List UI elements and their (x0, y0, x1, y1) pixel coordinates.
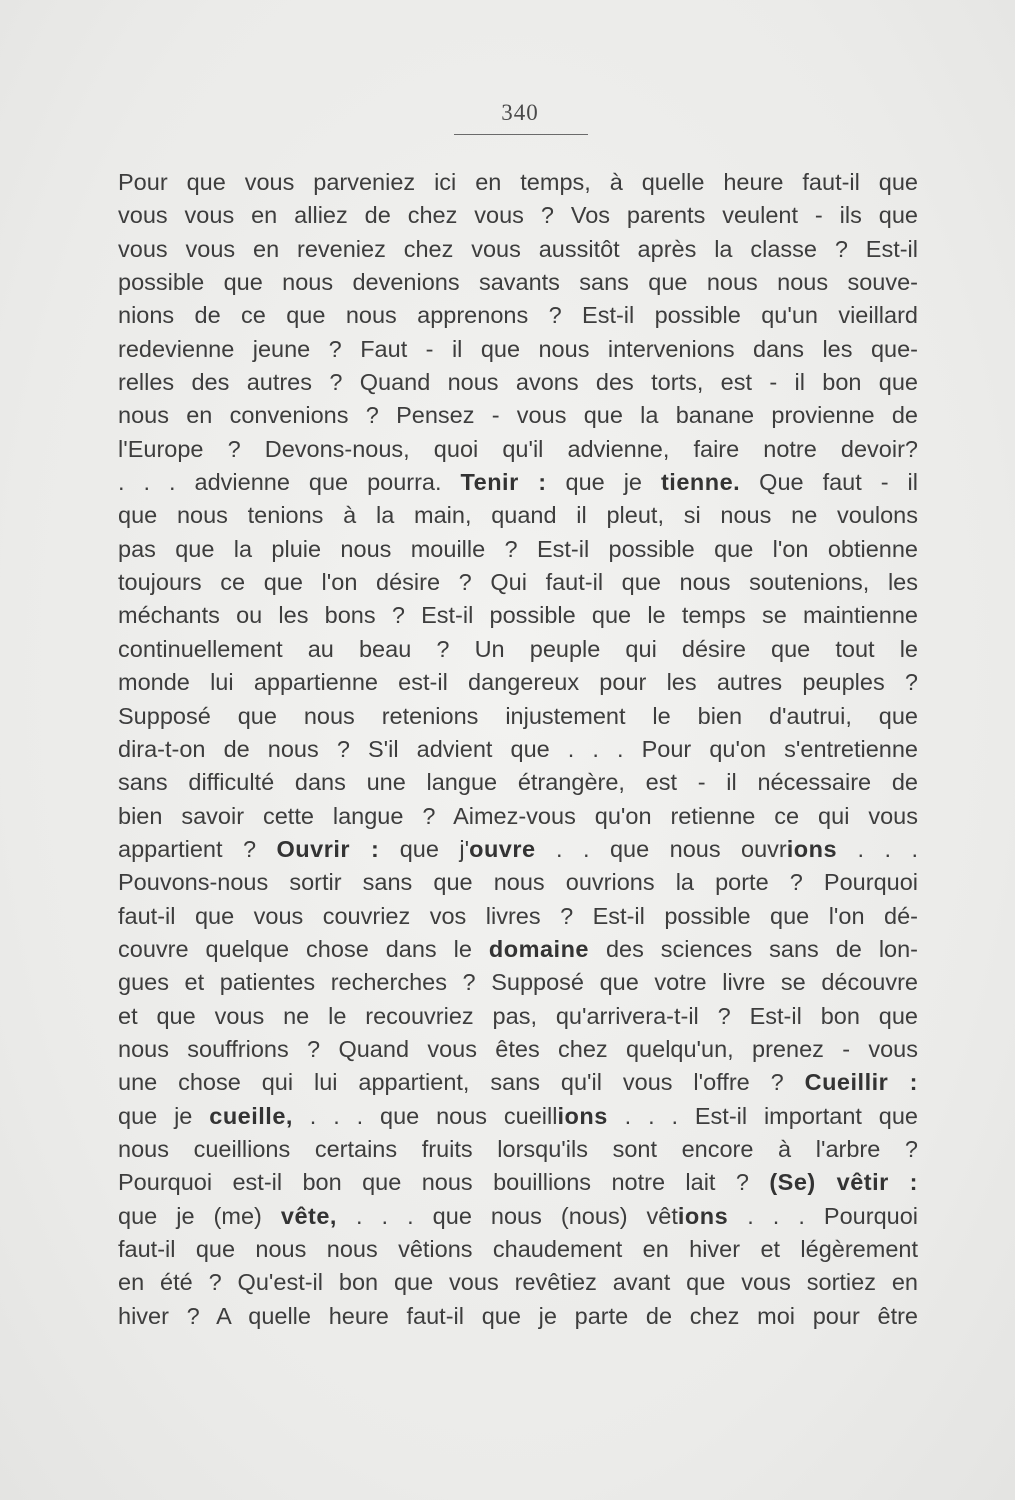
text-line (118, 1166, 918, 1199)
text-line (118, 333, 918, 366)
text-line (118, 533, 918, 566)
text-line (118, 1200, 918, 1233)
text-segment: Pourquoi est-il bon que nous bouillions notre lait ? (118, 1169, 770, 1196)
text-line (118, 466, 918, 499)
text-segment: appartient ? (118, 835, 277, 862)
text-segment: nous souffrions ? Quand vous êtes chez quelqu'un, prenez - vous (118, 1035, 918, 1062)
bold-term: ions (557, 1102, 608, 1129)
text-segment: relles des autres ? Quand nous avons des torts, est - il bon que (118, 369, 918, 396)
text-segment: Que faut - il (740, 469, 918, 496)
text-segment: une chose qui lui appartient, sans qu'il vous l'offre ? (118, 1069, 805, 1096)
text-segment: sans difficulté dans une langue étrangère, est - il nécessaire de (118, 769, 918, 796)
text-segment: Pour que vous parveniez ici en temps, à quelle heure faut-il que (118, 169, 918, 195)
text-line (118, 1100, 918, 1133)
text-line (118, 233, 918, 266)
text-segment: faut-il que nous nous vêtions chaudement en hiver et légèrement (118, 1236, 918, 1262)
text-segment: que je (546, 469, 661, 496)
text-line (118, 1266, 918, 1299)
text-line (118, 1033, 918, 1066)
text-segment: toujours ce que l'on désire ? Qui faut-il que nous soutenions, les (118, 569, 918, 596)
text-segment: que j' (379, 835, 470, 862)
bold-term: ions (786, 835, 838, 862)
text-segment: que je (me) (118, 1202, 281, 1229)
text-segment: . . . Est-il important que (607, 1102, 919, 1129)
text-line (118, 800, 918, 833)
bold-term: Ouvrir : (276, 835, 380, 862)
text-segment: nous en convenions ? Pensez - vous que la banane provienne de (118, 402, 918, 429)
text-segment: nions de ce que nous apprenons ? Est-il possible qu'un vieillard (118, 302, 918, 329)
text-segment: des sciences sans de lon- (589, 935, 918, 962)
text-segment: que nous tenions à la main, quand il pleut, si nous ne voulons (118, 502, 918, 529)
text-line (118, 499, 918, 532)
text-line (118, 666, 918, 699)
text-line (118, 566, 918, 599)
text-line (118, 900, 918, 933)
text-line (118, 266, 918, 299)
text-line (118, 433, 918, 466)
text-segment: vous vous en reveniez chez vous aussitôt après la classe ? Est-il (118, 235, 918, 262)
text-segment: hiver ? A quelle heure faut-il que je parte de chez moi pour être (118, 1302, 918, 1329)
text-segment: méchants ou les bons ? Est-il possible que le temps se maintienne (118, 602, 918, 629)
text-line (118, 399, 918, 432)
bold-term: Cueillir : (804, 1069, 918, 1096)
text-line (118, 1066, 918, 1099)
text-segment: vous vous en alliez de chez vous ? Vos parents veulent - ils que (118, 202, 918, 229)
text-segment: . . . (837, 835, 918, 862)
bold-term: vête, (280, 1202, 337, 1229)
body-text (118, 166, 918, 1333)
text-line (118, 199, 918, 232)
text-segment: Pouvons-nous sortir sans que nous ouvrions la porte ? Pourquoi (118, 869, 918, 896)
text-line (118, 833, 918, 866)
text-segment: monde lui appartienne est-il dangereux pour les autres peuples ? (118, 669, 918, 696)
text-segment: gues et patientes recherches ? Supposé que votre livre se découvre (118, 969, 918, 996)
bold-term: ouvre (469, 835, 536, 862)
text-segment: pas que la pluie nous mouille ? Est-il possible que l'on obtienne (118, 535, 918, 562)
text-line (118, 299, 918, 332)
text-segment: . . . Pourquoi (728, 1202, 918, 1229)
text-line (118, 366, 918, 399)
bold-term: domaine (488, 935, 589, 962)
text-segment: Supposé que nous retenions injustement le bien d'autrui, que (118, 702, 918, 729)
text-segment: et que vous ne le recouvriez pas, qu'arrivera-t-il ? Est-il bon que (118, 1002, 918, 1029)
text-line (118, 700, 918, 733)
text-segment: continuellement au beau ? Un peuple qui désire que tout le (118, 635, 918, 662)
text-segment: l'Europe ? Devons-nous, quoi qu'il advienne, faire notre devoir? (118, 435, 918, 462)
text-segment: en été ? Qu'est-il bon que vous revêtiez avant que vous sortiez en (118, 1269, 918, 1296)
text-segment: . . . advienne que pourra. (118, 469, 461, 496)
text-segment: . . . que nous (nous) vêt (336, 1202, 678, 1229)
text-line (118, 766, 918, 799)
text-line (118, 166, 918, 199)
text-line (118, 1133, 918, 1166)
bold-term: Tenir : (460, 469, 547, 496)
text-line (118, 1233, 918, 1266)
text-line (118, 1000, 918, 1033)
header-rule (454, 134, 588, 135)
text-segment: . . que nous ouvr (535, 835, 787, 862)
text-line (118, 1300, 918, 1333)
text-line (118, 599, 918, 632)
bold-term: (Se) vêtir : (769, 1169, 918, 1196)
page-number: 340 (501, 100, 539, 125)
text-line (118, 866, 918, 899)
text-segment: bien savoir cette langue ? Aimez-vous qu'on retienne ce qui vous (118, 802, 918, 829)
text-segment: redevienne jeune ? Faut - il que nous intervenions dans les que- (118, 335, 918, 362)
text-line (118, 933, 918, 966)
text-segment: dira-t-on de nous ? S'il advient que . . . Pour qu'on s'entretienne (118, 735, 918, 762)
text-line (118, 733, 918, 766)
text-segment: possible que nous devenions savants sans que nous nous souve- (118, 269, 918, 296)
bold-term: ions (677, 1202, 729, 1229)
bold-term: tienne. (660, 469, 741, 496)
text-segment: . . . que nous cueill (292, 1102, 558, 1129)
text-line (118, 633, 918, 666)
text-segment: faut-il que vous couvriez vos livres ? Est-il possible que l'on dé- (118, 902, 918, 929)
bold-term: cueille, (209, 1102, 293, 1129)
text-segment: couvre quelque chose dans le (118, 935, 489, 962)
text-segment: que je (118, 1102, 210, 1129)
text-segment: nous cueillions certains fruits lorsqu'ils sont encore à l'arbre ? (118, 1135, 918, 1162)
text-line (118, 966, 918, 999)
